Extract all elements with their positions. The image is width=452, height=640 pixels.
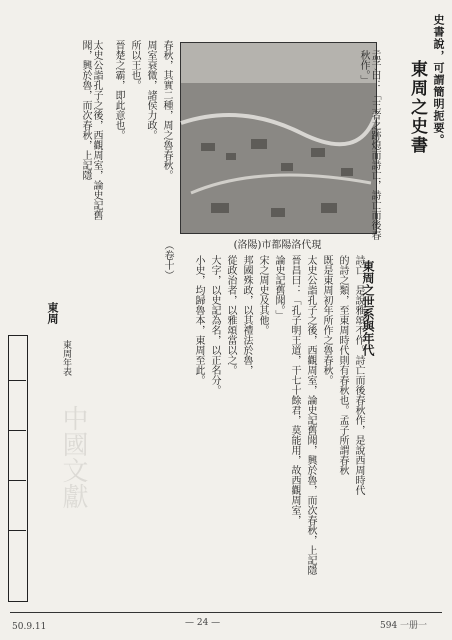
page-number: — 24 — [185, 618, 221, 628]
text-column-12: 小史，均歸魯本，東周至此。 [193, 255, 204, 385]
text-column-10: 從政治者，以雅頌當以之。 [225, 255, 236, 375]
text-column-16: 晉楚之霸，即此意也。 [113, 40, 124, 140]
section-title: 東周之史書 [407, 60, 427, 155]
photo-caption: (洛陽)市都陽洛代現 [233, 240, 322, 251]
text-column-6: 晉昌曰：「孔子明王道，干七十餘君，莫能用，故西觀周室， [289, 255, 300, 525]
text-column-4: 既是東周初年所作之魯春秋。 [321, 255, 332, 385]
timeline-tick [8, 430, 26, 431]
text-column-1: 孟子曰：「王者之跡熄而詩亡，詩亡而後春秋作。」 [358, 50, 380, 240]
text-column-17: 太史公詣孔子之後，西觀周室，論史記舊聞，興於魯，而次春秋，上記隱 [80, 40, 102, 220]
text-column-14: 周室衰微，諸侯力政。 [145, 40, 156, 140]
chapter-heading: 東周之世系與年代 [361, 260, 375, 356]
aerial-city-image [181, 43, 376, 233]
text-column-5: 太史公詣孔子之後，西觀周室，論史記舊聞，興於魯，而次春秋，上記隱 [305, 255, 316, 575]
timeline-tick [8, 480, 26, 481]
bottom-rule [10, 612, 442, 613]
date-stamp: 50.9.11 [12, 622, 47, 632]
text-column-9: 邦國殊政，以其禮法於魯， [241, 255, 252, 375]
text-column-3: 的詩之類，至東周時代則有春秋也。孟子所謂春秋 [337, 255, 348, 475]
timeline-bar [8, 335, 28, 602]
timeline-heading: 東周年表 [61, 340, 71, 376]
folio-right: 594 一册一 [380, 621, 428, 631]
city-photo [180, 42, 377, 234]
text-column-13: 春秋，其實二種，周之魯春秋。 [161, 40, 172, 180]
volume-heading: （卷十） [162, 240, 173, 280]
text-column-15: 所以王也。 [129, 40, 140, 90]
timeline-tick [8, 380, 26, 381]
text-column-11: 大字，以史記為名，以正名分。 [209, 255, 220, 395]
text-column-7: 論史記舊聞。」 [273, 255, 284, 320]
timeline-tick [8, 530, 26, 531]
timeline-label: 東周 [46, 302, 59, 324]
watermark: 中國文獻 [58, 405, 88, 509]
text-column-2: 詩亡，是說雅頌不作。詩亡而後春秋作，是說西周時代 [353, 255, 364, 495]
text-column-8: 宋之周史及其他。 [257, 255, 268, 335]
header-top: 史書說，可謂簡明扼要。 [432, 14, 445, 146]
